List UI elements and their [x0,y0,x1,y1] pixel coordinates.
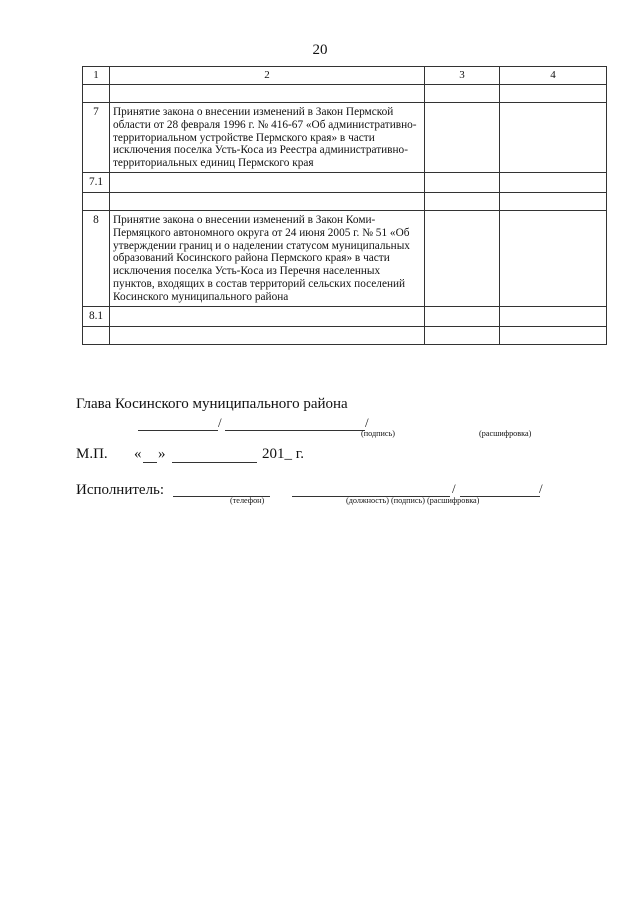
row-cell [425,172,500,192]
spacer-row [83,85,607,103]
spacer-row [83,326,607,344]
separator-slash: / [365,415,369,430]
decoding-line [225,430,365,431]
header-cell: 1 [83,67,110,85]
row-cell [500,210,607,306]
row-cell [500,103,607,173]
separator-slash: / [452,481,456,496]
row-text: Принятие закона о внесении изменений в Закон Коми-Пермяцкого автономного округа от 24 июня 2005 г. № 51 «Об утверждении границ и о наделении статусом муниципальных образований Косинского района Пермского края» в части исключения поселка Усть-Коса из Перечня населенных пунктов, входящих в состав территорий сельских поселений Косинского муниципального района [110,210,425,306]
row-number: 8.1 [83,306,110,326]
row-cell [500,172,607,192]
separator-slash: / [218,415,222,430]
header-cell: 4 [500,67,607,85]
row-text [110,172,425,192]
row-text [110,306,425,326]
phone-caption: (телефон) [230,496,265,505]
date-quote-close: » [158,446,166,462]
row-cell [425,103,500,173]
row-cell [425,210,500,306]
table-row [83,306,607,326]
page-number: 20 [312,42,328,58]
executor-label: Исполнитель: [76,482,165,498]
row-number: 7 [83,103,110,173]
row-number: 8 [83,210,110,306]
date-year: 201_ г. [262,446,304,462]
table-header-row [83,67,607,85]
row-number: 7.1 [83,172,110,192]
month-line [172,462,257,463]
header-cell: 2 [110,67,425,85]
table-row [83,210,607,306]
row-text: Принятие закона о внесении изменений в Закон Пермской области от 28 февраля 1996 г. № 416-67 «Об административно-территориальном устройстве Пермского края» в части исключения поселка Усть-Коса из Реестра административно-территориальных единиц Пермского края [110,103,425,173]
table-row [83,172,607,192]
row-cell [425,306,500,326]
signature-title: Глава Косинского муниципального района [76,396,348,412]
plan-table [82,66,607,345]
decoding-caption: (расшифровка) [479,429,532,438]
spacer-row [83,192,607,210]
signature-caption: (подпись) [361,429,395,438]
header-cell: 3 [425,67,500,85]
stamp-label: М.П. [76,446,108,462]
signature-line [138,430,218,431]
date-quote-open: « [134,446,142,462]
row-cell [500,306,607,326]
separator-slash: / [539,481,543,496]
day-line [143,462,157,463]
table-row [83,103,607,173]
position-caption: (должность) (подпись) (расшифровка) [346,496,480,505]
